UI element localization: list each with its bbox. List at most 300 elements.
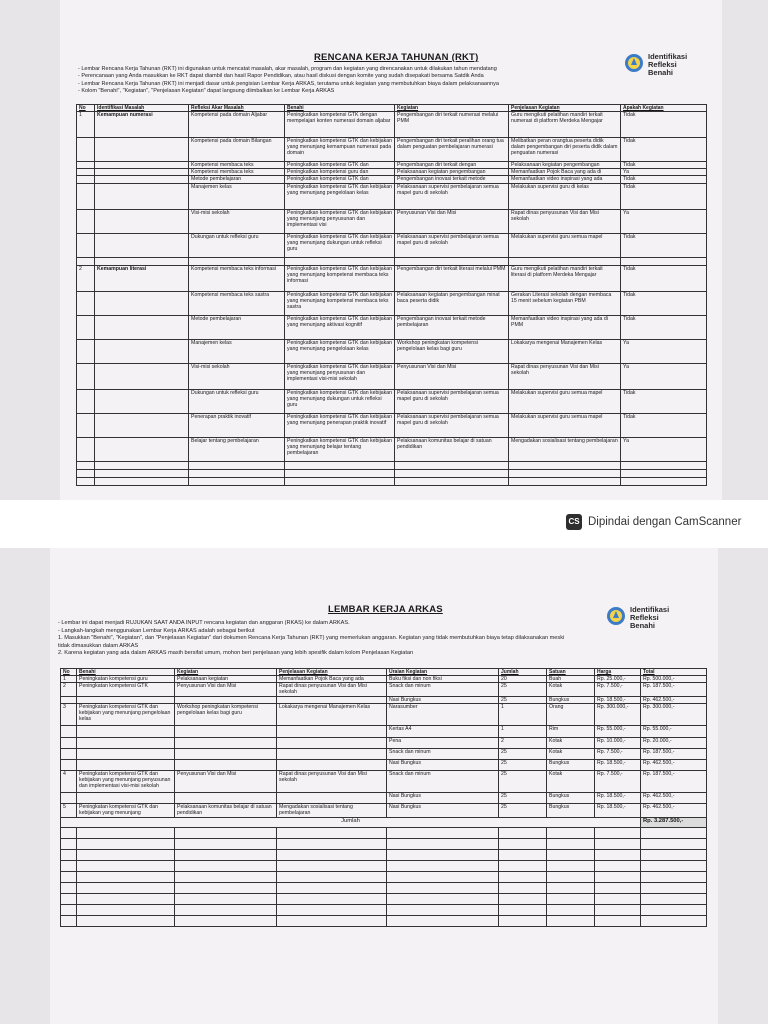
- rkt-cell-identifikasi-masalah: [95, 183, 189, 209]
- arkas-cell-penjelasan-kegiatan: [277, 725, 387, 737]
- rkt-cell-refleksi-akar-masalah: Kompetensi membaca teks informasi: [189, 265, 285, 291]
- rkt-cell-no: 1: [77, 112, 95, 138]
- arkas-cell-kegiatan: Penyusunan Visi dan Misi: [175, 770, 277, 792]
- rkt-header-kegiatan: Kegiatan: [395, 105, 509, 112]
- arkas-blank-cell: [277, 882, 387, 893]
- rkt-cell-kegiatan: Pelaksanaan kegiatan pengembangan: [395, 169, 509, 176]
- arkas-header-row: [61, 669, 707, 676]
- arkas-row: [61, 703, 707, 725]
- arkas-blank-cell: [387, 915, 499, 926]
- rkt-cell-penjelasan-kegiatan: Melakukan supervisi guru semua mapel: [509, 233, 621, 257]
- arkas-blank-cell: [387, 871, 499, 882]
- rkt-table: [76, 104, 707, 486]
- rkt-cell-identifikasi-masalah: [95, 389, 189, 413]
- rkt-row: [77, 209, 707, 233]
- arkas-notes: [58, 620, 703, 658]
- arkas-cell-penjelasan-kegiatan: Mengadakan sosialisasi tentang pembelajaran: [277, 803, 387, 817]
- tut-wuri-logo-icon: [624, 53, 644, 73]
- arkas-blank-cell: [547, 893, 595, 904]
- arkas-blank-cell: [175, 860, 277, 871]
- rkt-cell-identifikasi-masalah: [95, 437, 189, 461]
- arkas-cell-harga: Rp. 7.500,-: [595, 748, 641, 759]
- rkt-cell-penjelasan-kegiatan: Melakukan supervisi guru di kelas: [509, 183, 621, 209]
- arkas-blank-cell: [175, 904, 277, 915]
- rkt-cell-benahi: [285, 477, 395, 485]
- arkas-row: [61, 770, 707, 792]
- rkt-cell-benahi: Peningkatkan kompetensi GTK dan kebijakan yang menunjang kompetensi membaca teks informasi: [285, 265, 395, 291]
- rkt-row: [77, 162, 707, 169]
- rkt-cell-refleksi-akar-masalah: Dukungan untuk refleksi guru: [189, 233, 285, 257]
- rkt-cell-kegiatan: Pelaksanaan kegiatan pengembangan minat baca peserta didik: [395, 291, 509, 315]
- arkas-cell-satuan: Bungkus: [547, 803, 595, 817]
- rkt-cell-benahi: [285, 257, 395, 265]
- rkt-cell-identifikasi-masalah: [95, 291, 189, 315]
- arkas-cell-harga: Rp. 300.000,-: [595, 703, 641, 725]
- rkt-cell-benahi: Peningkatkan kompetensi GTK dan kebijakan yang menunjang penerapan praktik inovatif: [285, 413, 395, 437]
- arkas-blank-cell: [595, 860, 641, 871]
- rkt-cell-penjelasan-kegiatan: [509, 469, 621, 477]
- arkas-cell-penjelasan-kegiatan: Rapat dinas penyusunan Visi dan Misi sekolah: [277, 770, 387, 792]
- arkas-blank-cell: [641, 838, 707, 849]
- rkt-cell-refleksi-akar-masalah: Penerapan praktik inovatif: [189, 413, 285, 437]
- rkt-cell-apakah-kegiatan: Ya: [621, 169, 707, 176]
- arkas-note: tidak dimasukkan dalam ARKAS: [58, 642, 139, 649]
- rkt-cell-benahi: Peningkatkan kompetensi GTK dan kebijakan yang menunjang kompetensi membaca teks sastra: [285, 291, 395, 315]
- arkas-cell-uraian-kegiatan: Buku fiksi dan non fiksi: [387, 676, 499, 683]
- arkas-blank-cell: [499, 915, 547, 926]
- arkas-cell-kegiatan: [175, 737, 277, 748]
- rkt-cell-identifikasi-masalah: [95, 162, 189, 169]
- rkt-cell-apakah-kegiatan: [621, 461, 707, 469]
- rkt-row: [77, 315, 707, 339]
- arkas-blank-cell: [595, 904, 641, 915]
- rkt-cell-penjelasan-kegiatan: Rapat dinas penyusunan Visi dan Misi sekolah: [509, 209, 621, 233]
- arkas-blank-cell: [175, 827, 277, 838]
- arkas-blank-cell: [387, 827, 499, 838]
- arkas-cell-kegiatan: Pelaksanaan komunitas belajar di satuan pendidikan: [175, 803, 277, 817]
- arkas-page: [50, 548, 718, 1024]
- arkas-cell-total: Rp. 55.000,-: [641, 725, 707, 737]
- arkas-blank-cell: [61, 882, 77, 893]
- rkt-cell-identifikasi-masalah: Kemampuan literasi: [95, 265, 189, 291]
- rkt-row: [77, 265, 707, 291]
- arkas-cell-uraian-kegiatan: Snack dan minum: [387, 748, 499, 759]
- rkt-row: [77, 233, 707, 257]
- rkt-cell-apakah-kegiatan: Tidak: [621, 233, 707, 257]
- arkas-blank-cell: [61, 838, 77, 849]
- rkt-cell-benahi: Peningkatkan kompetensi guru dan: [285, 169, 395, 176]
- arkas-cell-penjelasan-kegiatan: [277, 792, 387, 803]
- arkas-blank-cell: [499, 882, 547, 893]
- rkt-cell-identifikasi-masalah: [95, 209, 189, 233]
- arkas-header-kegiatan: Kegiatan: [175, 669, 277, 676]
- rkt-cell-kegiatan: [395, 461, 509, 469]
- arkas-cell-penjelasan-kegiatan: [277, 737, 387, 748]
- arkas-blank-cell: [595, 838, 641, 849]
- rkt-cell-identifikasi-masalah: [95, 233, 189, 257]
- camscanner-label: Dipindai dengan CamScanner: [588, 516, 742, 528]
- arkas-blank-cell: [175, 838, 277, 849]
- rkt-cell-identifikasi-masalah: [95, 339, 189, 363]
- arkas-blank-cell: [277, 860, 387, 871]
- arkas-cell-uraian-kegiatan: Pena: [387, 737, 499, 748]
- arkas-blank-cell: [77, 860, 175, 871]
- arkas-blank-row: [61, 915, 707, 926]
- rkt-cell-refleksi-akar-masalah: Manajemen kelas: [189, 339, 285, 363]
- arkas-blank-cell: [387, 893, 499, 904]
- arkas-cell-jumlah: 25: [499, 696, 547, 703]
- rkt-cell-kegiatan: [395, 469, 509, 477]
- rkt-cell-penjelasan-kegiatan: Guru mengikuti pelatihan mandiri terkait literasi di platform Merdeka Mengajar: [509, 265, 621, 291]
- rkt-cell-refleksi-akar-masalah: Kompetensi membaca teks sastra: [189, 291, 285, 315]
- arkas-cell-penjelasan-kegiatan: Memanfaatkan Pojok Baca yang ada: [277, 676, 387, 683]
- arkas-cell-jumlah: 2: [499, 737, 547, 748]
- rkt-cell-kegiatan: Pengembangan inovasi terkait metode pembelajaran: [395, 315, 509, 339]
- rkt-cell-no: [77, 413, 95, 437]
- rkt-cell-no: [77, 363, 95, 389]
- arkas-cell-jumlah: 25: [499, 759, 547, 770]
- rkt-header-refleksi-akar-masalah: Refleksi Akar Masalah: [189, 105, 285, 112]
- arkas-cell-no: [61, 725, 77, 737]
- arkas-cell-uraian-kegiatan: Nasi Bungkus: [387, 792, 499, 803]
- arkas-cell-kegiatan: [175, 792, 277, 803]
- arkas-blank-cell: [499, 904, 547, 915]
- arkas-note: 1. Masukkan "Benahi", "Kegiatan", dan "Penjelasan Kegiatan" dari dokumen Rencana Kerja Tahunan (RKT) yang memerlukan anggaran. Kegiatan yang tidak membutuhkan biaya tetap dilaksanakan meski: [58, 635, 565, 642]
- arkas-cell-harga: Rp. 18.500,-: [595, 696, 641, 703]
- rkt-cell-refleksi-akar-masalah: Dukungan untuk refleksi guru: [189, 389, 285, 413]
- arkas-header-satuan: Satuan: [547, 669, 595, 676]
- arkas-cell-penjelasan-kegiatan: [277, 748, 387, 759]
- rkt-cell-kegiatan: Pengembangan diri terkait dengan: [395, 162, 509, 169]
- rkt-cell-benahi: Peningkatkan kompetensi GTK dan kebijakan yang menunjang kemampuan numerasi pada domain: [285, 138, 395, 162]
- arkas-row: [61, 725, 707, 737]
- logo-line-identifikasi: Identifikasi: [648, 52, 688, 61]
- rkt-page: [60, 0, 722, 500]
- rkt-cell-no: [77, 315, 95, 339]
- arkas-cell-harga: Rp. 18.500,-: [595, 759, 641, 770]
- rkt-cell-kegiatan: Penyusunan Visi dan Misi: [395, 363, 509, 389]
- arkas-cell-uraian-kegiatan: Nasi Bungkus: [387, 759, 499, 770]
- rkt-cell-refleksi-akar-masalah: Metode pembelajaran: [189, 315, 285, 339]
- rkt-cell-penjelasan-kegiatan: [509, 477, 621, 485]
- arkas-blank-cell: [61, 860, 77, 871]
- arkas-cell-total: Rp. 300.000,-: [641, 703, 707, 725]
- rkt-logo: [624, 53, 687, 77]
- rkt-cell-no: 2: [77, 265, 95, 291]
- rkt-cell-benahi: Peningkatkan kompetensi GTK dan kebijakan yang menunjang belajar tentang pembelajaran: [285, 437, 395, 461]
- rkt-cell-apakah-kegiatan: Ya: [621, 363, 707, 389]
- rkt-cell-benahi: [285, 469, 395, 477]
- arkas-blank-cell: [641, 849, 707, 860]
- arkas-cell-benahi: [77, 696, 175, 703]
- arkas-blank-cell: [499, 893, 547, 904]
- arkas-cell-kegiatan: [175, 748, 277, 759]
- arkas-blank-cell: [387, 849, 499, 860]
- arkas-cell-no: [61, 759, 77, 770]
- rkt-header-penjelasan-kegiatan: Penjelasan Kegiatan: [509, 105, 621, 112]
- arkas-cell-benahi: [77, 748, 175, 759]
- rkt-cell-no: [77, 477, 95, 485]
- rkt-cell-refleksi-akar-masalah: [189, 477, 285, 485]
- rkt-cell-kegiatan: Pelaksanaan supervisi pembelajaran semua mapel guru di sekolah: [395, 413, 509, 437]
- rkt-cell-apakah-kegiatan: Tidak: [621, 291, 707, 315]
- arkas-row: [61, 748, 707, 759]
- arkas-blank-cell: [641, 827, 707, 838]
- arkas-cell-jumlah: 25: [499, 748, 547, 759]
- arkas-blank-cell: [277, 838, 387, 849]
- arkas-cell-kegiatan: [175, 725, 277, 737]
- arkas-blank-cell: [547, 849, 595, 860]
- rkt-row: [77, 291, 707, 315]
- arkas-cell-benahi: [77, 759, 175, 770]
- arkas-blank-cell: [61, 849, 77, 860]
- arkas-cell-no: [61, 792, 77, 803]
- arkas-cell-benahi: Peningkatan kompetensi GTK dan kebijakan yang menunjang pengelolaan kelas: [77, 703, 175, 725]
- arkas-cell-jumlah: 25: [499, 792, 547, 803]
- arkas-title: LEMBAR KERJA ARKAS: [328, 604, 443, 615]
- arkas-blank-cell: [595, 827, 641, 838]
- rkt-row: [77, 413, 707, 437]
- arkas-cell-kegiatan: Penyusunan Visi dan Misi: [175, 683, 277, 696]
- rkt-cell-refleksi-akar-masalah: Visi-misi sekolah: [189, 209, 285, 233]
- rkt-cell-refleksi-akar-masalah: Metode pembelajaran: [189, 176, 285, 183]
- arkas-blank-cell: [641, 860, 707, 871]
- logo-line-refleksi: Refleksi: [648, 60, 677, 69]
- arkas-cell-penjelasan-kegiatan: [277, 696, 387, 703]
- arkas-cell-satuan: Kotak: [547, 748, 595, 759]
- rkt-cell-kegiatan: Workshop peningkatan kompetensi pengelolaan kelas bagi guru: [395, 339, 509, 363]
- arkas-row: [61, 696, 707, 703]
- arkas-header-total: Total: [641, 669, 707, 676]
- arkas-row: [61, 683, 707, 696]
- rkt-row: [77, 363, 707, 389]
- arkas-blank-cell: [77, 827, 175, 838]
- logo-line-benahi: Benahi: [630, 621, 656, 630]
- arkas-blank-cell: [595, 915, 641, 926]
- rkt-cell-benahi: Peningkatkan kompetensi GTK dan kebijakan yang menunjang aktivasi kognitif: [285, 315, 395, 339]
- rkt-cell-kegiatan: Pengembangan diri terkait literasi melalui PMM: [395, 265, 509, 291]
- logo-line-benahi: Benahi: [648, 68, 674, 77]
- arkas-cell-benahi: Peningkatan kompetensi GTK dan kebijakan yang menunjang: [77, 803, 175, 817]
- arkas-blank-cell: [595, 882, 641, 893]
- arkas-blank-cell: [277, 871, 387, 882]
- rkt-cell-kegiatan: Pelaksanaan supervisi pembelajaran semua mapel guru di sekolah: [395, 389, 509, 413]
- arkas-note: - Langkah-langkah menggunakan Lembar Kerja ARKAS adalah sebagai berikut: [58, 627, 255, 634]
- rkt-cell-penjelasan-kegiatan: Melakukan supervisi guru semua mapel: [509, 413, 621, 437]
- arkas-cell-jumlah: 1: [499, 703, 547, 725]
- rkt-row: [77, 176, 707, 183]
- arkas-blank-cell: [61, 893, 77, 904]
- arkas-blank-cell: [547, 882, 595, 893]
- rkt-cell-apakah-kegiatan: Tidak: [621, 162, 707, 169]
- arkas-blank-cell: [547, 827, 595, 838]
- arkas-cell-kegiatan: Workshop peningkatan kompetensi pengelolaan kelas bagi guru: [175, 703, 277, 725]
- rkt-cell-no: [77, 469, 95, 477]
- arkas-cell-satuan: Bungkus: [547, 696, 595, 703]
- arkas-header-uraian-kegiatan: Uraian Kegiatan: [387, 669, 499, 676]
- rkt-cell-kegiatan: Penyusunan Visi dan Misi: [395, 209, 509, 233]
- rkt-cell-benahi: Peningkatkan kompetensi GTK dengan mempelajari konten numerasi domain aljabar: [285, 112, 395, 138]
- rkt-cell-identifikasi-masalah: [95, 413, 189, 437]
- rkt-cell-no: [77, 176, 95, 183]
- rkt-cell-benahi: Peningkatkan kompetensi GTK dan kebijakan yang menunjang dukungan untuk refleksi guru: [285, 389, 395, 413]
- arkas-blank-cell: [77, 893, 175, 904]
- arkas-header-benahi: Benahi: [77, 669, 175, 676]
- arkas-cell-no: 2: [61, 683, 77, 696]
- arkas-note: 2. Karena kegiatan yang ada dalam ARKAS masih bersifat umum, mohon beri penjelasan yang lebih spesifik dalam kolom Penjelasan Kegiatan: [58, 650, 414, 657]
- arkas-cell-penjelasan-kegiatan: [277, 759, 387, 770]
- rkt-cell-refleksi-akar-masalah: Kompetensi pada domain Aljabar: [189, 112, 285, 138]
- arkas-blank-cell: [387, 882, 499, 893]
- arkas-row: [61, 737, 707, 748]
- arkas-cell-benahi: Peningkatan kompetensi guru: [77, 676, 175, 683]
- rkt-cell-no: [77, 138, 95, 162]
- rkt-cell-refleksi-akar-masalah: [189, 257, 285, 265]
- rkt-cell-apakah-kegiatan: [621, 477, 707, 485]
- rkt-cell-identifikasi-masalah: [95, 138, 189, 162]
- arkas-cell-no: [61, 696, 77, 703]
- rkt-cell-no: [77, 169, 95, 176]
- rkt-cell-identifikasi-masalah: [95, 257, 189, 265]
- arkas-blank-cell: [499, 860, 547, 871]
- rkt-notes: [78, 66, 618, 96]
- arkas-blank-cell: [61, 904, 77, 915]
- rkt-cell-penjelasan-kegiatan: Lokakarya mengenai Manajemen Kelas: [509, 339, 621, 363]
- arkas-cell-satuan: Rim: [547, 725, 595, 737]
- rkt-cell-identifikasi-masalah: [95, 176, 189, 183]
- arkas-cell-satuan: Kotak: [547, 683, 595, 696]
- arkas-cell-total: Rp. 187.500,-: [641, 683, 707, 696]
- arkas-cell-uraian-kegiatan: Snack dan minum: [387, 683, 499, 696]
- arkas-cell-total: Rp. 462.500,-: [641, 696, 707, 703]
- arkas-cell-satuan: Bungkus: [547, 792, 595, 803]
- rkt-cell-kegiatan: Pelaksanaan komunitas belajar di satuan pendidikan: [395, 437, 509, 461]
- rkt-cell-penjelasan-kegiatan: Memanfaatkan video inspirasi yang ada di PMM: [509, 315, 621, 339]
- arkas-blank-cell: [175, 871, 277, 882]
- rkt-header-row: [77, 105, 707, 112]
- arkas-blank-cell: [641, 882, 707, 893]
- arkas-cell-benahi: Peningkatan kompetensi GTK: [77, 683, 175, 696]
- arkas-cell-total: Rp. 187.500,-: [641, 770, 707, 792]
- rkt-cell-apakah-kegiatan: [621, 257, 707, 265]
- arkas-cell-kegiatan: Pelaksanaan kegiatan: [175, 676, 277, 683]
- rkt-note: - Kolom "Benahi", "Kegiatan", "Penjelasan Kegiatan" dapat langsung diimbalkan ke Lembar Kerja ARKAS: [78, 88, 335, 95]
- arkas-header-no: No: [61, 669, 77, 676]
- rkt-cell-no: [77, 461, 95, 469]
- arkas-blank-cell: [77, 904, 175, 915]
- rkt-row: [77, 461, 707, 469]
- arkas-blank-cell: [387, 904, 499, 915]
- rkt-cell-penjelasan-kegiatan: Memanfaatkan video inspirasi yang ada: [509, 176, 621, 183]
- rkt-cell-refleksi-akar-masalah: Kompetensi membaca teks: [189, 162, 285, 169]
- rkt-cell-refleksi-akar-masalah: [189, 469, 285, 477]
- rkt-cell-identifikasi-masalah: [95, 169, 189, 176]
- rkt-cell-penjelasan-kegiatan: Melibatkan peran orangtua peserta didik dalam pengembangan diri peserta didik dalam penguatan numerasi: [509, 138, 621, 162]
- arkas-cell-jumlah: 1: [499, 725, 547, 737]
- arkas-cell-uraian-kegiatan: Narasumber: [387, 703, 499, 725]
- arkas-cell-harga: Rp. 7.500,-: [595, 770, 641, 792]
- rkt-row: [77, 169, 707, 176]
- rkt-cell-identifikasi-masalah: [95, 477, 189, 485]
- rkt-cell-refleksi-akar-masalah: Visi-misi sekolah: [189, 363, 285, 389]
- rkt-row: [77, 437, 707, 461]
- rkt-cell-no: [77, 257, 95, 265]
- arkas-cell-total: Rp. 462.500,-: [641, 759, 707, 770]
- arkas-cell-uraian-kegiatan: Kertas A4: [387, 725, 499, 737]
- arkas-cell-satuan: Buah: [547, 676, 595, 683]
- rkt-cell-identifikasi-masalah: [95, 363, 189, 389]
- arkas-blank-cell: [175, 915, 277, 926]
- rkt-note: - Perencanaan yang Anda masukkan ke RKT dapat diambil dan hasil Rapor Pendidikan, atau hasil diskusi dengan komite yang sudah disepakati bersama Satdik Anda: [78, 73, 484, 80]
- arkas-cell-jumlah: 25: [499, 683, 547, 696]
- arkas-blank-cell: [61, 915, 77, 926]
- arkas-blank-cell: [277, 849, 387, 860]
- arkas-sum-total: Rp. 3.287.500,-: [641, 817, 707, 827]
- rkt-cell-kegiatan: Pengembangan inovasi terkait metode: [395, 176, 509, 183]
- rkt-cell-kegiatan: [395, 477, 509, 485]
- rkt-cell-no: [77, 389, 95, 413]
- arkas-row: [61, 759, 707, 770]
- arkas-cell-jumlah: 25: [499, 803, 547, 817]
- rkt-cell-apakah-kegiatan: Tidak: [621, 176, 707, 183]
- arkas-blank-cell: [77, 849, 175, 860]
- arkas-cell-harga: Rp. 25.000,-: [595, 676, 641, 683]
- rkt-cell-kegiatan: [395, 257, 509, 265]
- arkas-cell-harga: Rp. 18.500,-: [595, 803, 641, 817]
- rkt-cell-penjelasan-kegiatan: Melakukan supervisi guru semua mapel: [509, 389, 621, 413]
- rkt-cell-apakah-kegiatan: Tidak: [621, 389, 707, 413]
- arkas-blank-cell: [641, 871, 707, 882]
- arkas-blank-cell: [547, 915, 595, 926]
- rkt-cell-benahi: Peningkatkan kompetensi GTK dan: [285, 162, 395, 169]
- arkas-blank-cell: [499, 827, 547, 838]
- arkas-blank-row: [61, 904, 707, 915]
- arkas-cell-total: Rp. 20.000,-: [641, 737, 707, 748]
- rkt-cell-penjelasan-kegiatan: Guru mengikuti pelatihan mandiri terkait numerasi di platform Merdeka Mengajar: [509, 112, 621, 138]
- arkas-blank-row: [61, 827, 707, 838]
- rkt-cell-benahi: Peningkatkan kompetensi GTK dan: [285, 176, 395, 183]
- arkas-blank-cell: [595, 871, 641, 882]
- rkt-cell-benahi: Peningkatkan kompetensi GTK dan kebijakan yang menunjang penyusunan dan implementasi visi-misi sekolah: [285, 363, 395, 389]
- arkas-header-jumlah: Jumlah: [499, 669, 547, 676]
- arkas-cell-satuan: Orang: [547, 703, 595, 725]
- rkt-cell-penjelasan-kegiatan: Memanfaatkan Pojok Baca yang ada di: [509, 169, 621, 176]
- arkas-blank-cell: [387, 860, 499, 871]
- rkt-cell-penjelasan-kegiatan: Mengadakan sosialisasi tentang pembelajaran: [509, 437, 621, 461]
- arkas-blank-cell: [175, 849, 277, 860]
- arkas-cell-benahi: [77, 792, 175, 803]
- rkt-cell-no: [77, 209, 95, 233]
- logo-line-refleksi: Refleksi: [630, 613, 659, 622]
- rkt-cell-identifikasi-masalah: Kemampuan numerasi: [95, 112, 189, 138]
- rkt-cell-benahi: Peningkatkan kompetensi GTK dan kebijakan yang menunjang pengelolaan kelas: [285, 183, 395, 209]
- rkt-cell-benahi: Peningkatkan kompetensi GTK dan kebijakan yang menunjang penyusunan dan implementasi visi: [285, 209, 395, 233]
- rkt-cell-apakah-kegiatan: Ya: [621, 437, 707, 461]
- arkas-row: [61, 803, 707, 817]
- arkas-cell-no: 5: [61, 803, 77, 817]
- rkt-note: - Lembar Rencana Kerja Tahunan (RKT) ini digunakan untuk mencatat masalah, akar masalah, program dan kegiatan yang direncanakan untuk dilakukan tahun mendatang: [78, 66, 497, 72]
- arkas-cell-kegiatan: [175, 696, 277, 703]
- rkt-cell-no: [77, 339, 95, 363]
- arkas-blank-row: [61, 838, 707, 849]
- arkas-cell-harga: Rp. 10.000,-: [595, 737, 641, 748]
- arkas-cell-no: 3: [61, 703, 77, 725]
- arkas-blank-cell: [77, 838, 175, 849]
- arkas-cell-benahi: [77, 725, 175, 737]
- rkt-cell-no: [77, 183, 95, 209]
- rkt-header-apakah-kegiatan: Apakah Kegiatan: [621, 105, 707, 112]
- arkas-blank-cell: [387, 838, 499, 849]
